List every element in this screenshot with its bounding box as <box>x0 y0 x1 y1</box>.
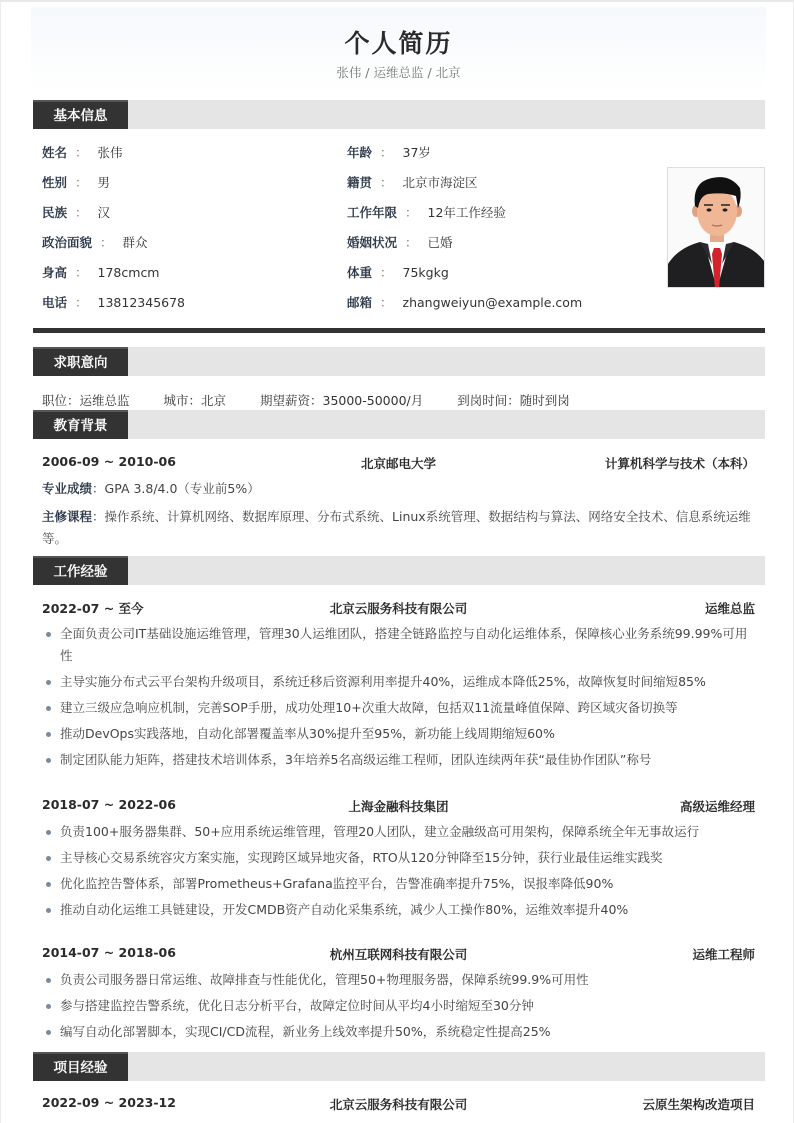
work-bullets <box>42 821 754 925</box>
info-hometown: 籍贯 ： 北京市海淀区 <box>347 175 478 190</box>
info-email: 邮箱 ： zhangweiyun@example.com <box>347 295 583 310</box>
info-ethnicity: 民族 ： 汉 <box>42 205 111 220</box>
work-row <box>42 797 755 815</box>
education-period: 2006-09 ~ 2010-06 <box>42 454 176 469</box>
portrait-illustration-icon <box>668 168 765 288</box>
education-courses: 主修课程：操作系统、计算机网络、数据库原理、分布式系统、Linux系统管理、数据结构与算法、网络安全技术、信息系统运维等。 <box>42 509 751 546</box>
info-weight: 体重 ： 75kgkg <box>347 265 449 280</box>
section-header-job-intent <box>33 347 765 376</box>
info-height: 身高 ： 178cmcm <box>42 265 160 280</box>
page-title: 个人简历 <box>344 29 453 58</box>
resume-header <box>31 7 766 91</box>
list-item: 推动自动化运维工具链建设，开发CMDB资产自动化采集系统，减少人工操作80%，运维效率提升40% <box>42 899 754 921</box>
project-company: 北京云服务科技有限公司 <box>329 1097 468 1112</box>
list-item: 优化监控告警体系，部署Prometheus+Grafana监控平台，告警准确率提升75%，误报率降低90% <box>42 873 754 895</box>
education-row <box>42 454 755 472</box>
work-period: 2014-07 ~ 2018-06 <box>42 945 176 960</box>
work-bullets <box>42 969 754 1047</box>
list-item: 制定团队能力矩阵，搭建技术培训体系，3年培养5名高级运维工程师，团队连续两年获“最佳协作团队”称号 <box>42 749 754 771</box>
work-row <box>42 599 755 617</box>
education-school: 北京邮电大学 <box>360 456 436 471</box>
list-item: 建立三级应急响应机制，完善SOP手册，成功处理10+次重大故障，包括双11流量峰值保障、跨区域灾备切换等 <box>42 697 754 719</box>
section-title: 工作经验 <box>33 556 128 585</box>
section-title: 教育背景 <box>33 410 128 439</box>
divider <box>33 328 765 333</box>
work-title: 高级运维经理 <box>679 799 755 814</box>
work-company: 杭州互联网科技有限公司 <box>329 947 468 962</box>
info-name: 姓名 ： 张伟 <box>42 145 123 160</box>
page-subtitle: 张伟 / 运维总监 / 北京 <box>336 65 461 80</box>
list-item: 负责公司服务器日常运维、故障排查与性能优化，管理50+物理服务器，保障系统99.9%可用性 <box>42 969 754 991</box>
work-period: 2018-07 ~ 2022-06 <box>42 797 176 812</box>
education-gpa: 专业成绩：GPA 3.8/4.0（专业前5%） <box>42 481 260 496</box>
job-intent-row <box>42 391 600 409</box>
work-row <box>42 945 755 963</box>
work-company: 北京云服务科技有限公司 <box>329 601 468 616</box>
work-period: 2022-07 ~ 至今 <box>42 601 144 616</box>
intent-salary: 期望薪资：35000-50000/月 <box>260 393 424 408</box>
list-item: 主导实施分布式云平台架构升级项目，系统迁移后资源利用率提升40%，运维成本降低25%，故障恢复时间缩短85% <box>42 671 754 693</box>
work-bullets <box>42 623 754 775</box>
list-item: 编写自动化部署脚本，实现CI/CD流程，新业务上线效率提升50%，系统稳定性提高25% <box>42 1021 754 1043</box>
intent-availability: 到岗时间：随时到岗 <box>457 393 570 408</box>
list-item: 主导核心交易系统容灾方案实施，实现跨区域异地灾备，RTO从120分钟降至15分钟，获行业最佳运维实践奖 <box>42 847 754 869</box>
list-item: 参与搭建监控告警系统，优化日志分析平台，故障定位时间从平均4小时缩短至30分钟 <box>42 995 754 1017</box>
avatar <box>667 167 765 288</box>
list-item: 负责100+服务器集群、50+应用系统运维管理，管理20人团队，建立金融级高可用架构，保障系统全年无事故运行 <box>42 821 754 843</box>
info-work-years: 工作年限 ： 12年工作经验 <box>347 205 506 220</box>
intent-city: 城市：北京 <box>163 393 227 408</box>
project-name: 云原生架构改造项目 <box>642 1097 755 1112</box>
section-header-projects <box>33 1052 765 1081</box>
info-age: 年龄 ： 37岁 <box>347 145 431 160</box>
info-political-status: 政治面貌 ： 群众 <box>42 235 148 250</box>
section-title: 求职意向 <box>33 347 128 376</box>
work-company: 上海金融科技集团 <box>348 799 449 814</box>
education-major: 计算机科学与技术（本科） <box>604 456 755 471</box>
project-row <box>42 1095 755 1113</box>
section-header-work <box>33 556 765 585</box>
list-item: 全面负责公司IT基础设施运维管理，管理30人运维团队，搭建全链路监控与自动化运维体系，保障核心业务系统99.99%可用性 <box>42 623 754 667</box>
section-header-basic-info <box>33 100 765 129</box>
work-title: 运维总监 <box>704 601 755 616</box>
intent-position: 职位：运维总监 <box>42 393 130 408</box>
section-title: 项目经验 <box>33 1052 128 1081</box>
info-phone: 电话 ： 13812345678 <box>42 295 186 310</box>
info-gender: 性别 ： 男 <box>42 175 111 190</box>
work-title: 运维工程师 <box>692 947 755 962</box>
section-title: 基本信息 <box>33 100 128 129</box>
project-period: 2022-09 ~ 2023-12 <box>42 1095 176 1110</box>
section-header-education <box>33 410 765 439</box>
list-item: 推动DevOps实践落地，自动化部署覆盖率从30%提升至95%，新功能上线周期缩短60% <box>42 723 754 745</box>
info-marital-status: 婚姻状况 ： 已婚 <box>347 235 453 250</box>
